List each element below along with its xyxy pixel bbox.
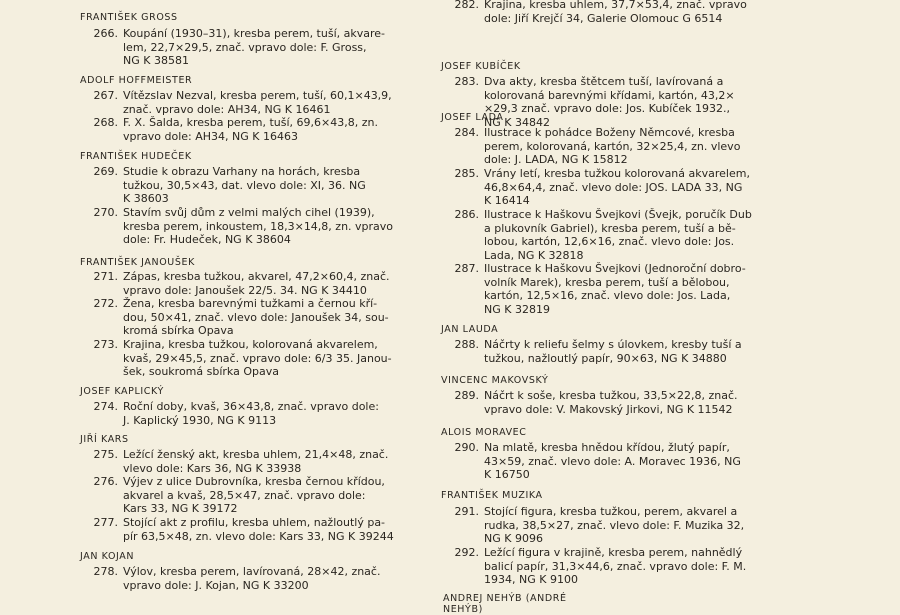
entry-line: 43×59, znač. vlevo dole: A. Moravec 1936, NG <box>484 454 741 468</box>
author-heading: FRANTIŠEK HUDEČEK <box>80 151 192 162</box>
entry-description <box>123 400 420 427</box>
entry-description <box>123 297 420 338</box>
entry-line: ×29,3 znač. vpravo dole: Jos. Kubíček 1932., <box>484 102 731 116</box>
entry-line: dou, 50×41, znač. vlevo dole: Janoušek 34, sou- <box>123 310 389 324</box>
entry-line: dole: J. LADA, NG K 15812 <box>484 153 628 167</box>
author-heading: FRANTIŠEK JANOUŠEK <box>80 257 195 268</box>
entry-line: Roční doby, kvaš, 36×43,8, znač. vpravo dole: <box>123 400 379 413</box>
entry-line: rudka, 38,5×27, znač. vlevo dole: F. Muzika 32, <box>484 518 745 532</box>
entry-line: Vítězslav Nezval, kresba perem, tuší, 60,1×43,9, <box>123 89 392 102</box>
entry-description <box>123 338 420 379</box>
entry-line: Výjev z ulice Dubrovníka, kresba černou křídou, <box>123 475 385 488</box>
entry-line: Stavím svůj dům z velmi malých cihel (1939), <box>123 206 375 219</box>
entry-line: Žena, kresba barevnými tužkami a černou kří- <box>123 297 378 310</box>
entry-line: Krajina, kresba tužkou, kolorovaná akvarelem, <box>123 338 378 351</box>
entry-line: kartón, 12,5×16, znač. vlevo dole: Jos. Lada, <box>484 289 731 303</box>
entry-line: Ilustrace k pohádce Boženy Němcové, kresba <box>484 126 735 139</box>
entry-line: Výlov, kresba perem, lavírovaná, 28×42, znač. <box>123 565 381 578</box>
entry-description <box>484 338 791 365</box>
entry-line: kresba perem, inkoustem, 18,3×14,8, zn. vpravo <box>123 219 394 233</box>
entry-number: 292. <box>454 546 479 559</box>
entry-number: 290. <box>454 441 479 454</box>
entry-line: NG K 9096 <box>484 532 543 546</box>
entry-number: 278. <box>93 565 118 578</box>
entry-line: Ležící ženský akt, kresba uhlem, 21,4×48, znač. <box>123 448 389 461</box>
entry-number: 284. <box>454 126 479 139</box>
entry-description <box>484 208 791 262</box>
entry-line: F. X. Šalda, kresba perem, tuší, 69,6×43,8, zn. <box>123 116 378 129</box>
bottom-fragment-right: ANDREJ NEHÝB (ANDRÉ NEHÝB) <box>443 593 567 615</box>
entry-description <box>123 565 420 592</box>
entry-description <box>484 546 791 587</box>
entry-line: akvarel a kvaš, 28,5×47, znač. vpravo dole: <box>123 488 366 502</box>
entry-number: 276. <box>93 475 118 488</box>
author-heading: JOSEF LADA <box>441 112 504 123</box>
entry-number: 274. <box>93 400 118 413</box>
entry-line: tužkou, 30,5×43, dat. vlevo dole: XI, 36. NG <box>123 178 366 192</box>
entry-line: Stojící figura, kresba tužkou, perem, akvarel a <box>484 505 738 518</box>
entry-line: K 16750 <box>484 468 530 482</box>
entry-line: znač. vpravo dole: AH34, NG K 16461 <box>123 102 331 116</box>
author-heading: ALOIS MORAVEC <box>441 427 527 438</box>
entry-line: šek, soukromá sbírka Opava <box>123 365 279 379</box>
entry-line: vpravo dole: Janoušek 22/5. 34. NG K 34410 <box>123 283 367 297</box>
entry-description <box>484 505 791 546</box>
entry-line: Krajina, kresba uhlem, 37,7×53,4, znač. vpravo <box>484 0 747 11</box>
entry-line: Stojící akt z profilu, kresba uhlem, nažloutlý pa- <box>123 516 386 529</box>
entry-number: 289. <box>454 389 479 402</box>
entry-line: pír 63,5×48, zn. vlevo dole: Kars 33, NG K 39244 <box>123 529 394 543</box>
entry-line: K 38603 <box>123 192 169 206</box>
entry-line: Náčrty k reliefu šelmy s úlovkem, kresby tuší a <box>484 338 742 351</box>
entry-line: kvaš, 29×45,5, znač. vpravo dole: 6/3 35. Janou- <box>123 351 392 365</box>
entry-number: 271. <box>93 270 118 283</box>
entry-line: a plukovník Gabriel), kresba perem, tuší a bě- <box>484 221 736 235</box>
entry-number: 287. <box>454 262 479 275</box>
author-heading: FRANTIŠEK GROSS <box>80 12 178 23</box>
entry-line: dole: Jiří Krejčí 34, Galerie Olomouc G 6514 <box>484 11 723 25</box>
entry-line: perem, kolorovaná, kartón, 32×25,4, zn. vlevo <box>484 139 741 153</box>
entry-line: Ilustrace k Haškovu Švejkovi (Švejk, poručík Dub <box>484 208 752 221</box>
entry-number: 267. <box>93 89 118 102</box>
entry-number: 272. <box>93 297 118 310</box>
entry-description <box>123 116 420 143</box>
author-heading: ADOLF HOFFMEISTER <box>80 75 193 86</box>
entry-line: kromá sbírka Opava <box>123 324 234 338</box>
entry-line: Studie k obrazu Varhany na horách, kresba <box>123 165 361 178</box>
entry-description <box>123 475 420 516</box>
entry-description <box>123 165 420 206</box>
entry-number: 277. <box>93 516 118 529</box>
entry-line: Na mlatě, kresba hnědou křídou, žlutý papír, <box>484 441 730 454</box>
entry-description <box>484 0 791 25</box>
entry-line: vpravo dole: V. Makovský Jirkovi, NG K 11542 <box>484 402 733 416</box>
entry-description <box>484 389 791 416</box>
entry-number: 269. <box>93 165 118 178</box>
entry-line: Koupání (1930–31), kresba perem, tuší, akvare- <box>123 27 386 40</box>
entry-description <box>123 206 420 247</box>
entry-line: 46,8×64,4, znač. vlevo dole: JOS. LADA 33, NG <box>484 180 743 194</box>
entry-line: lobou, kartón, 12,6×16, znač. vlevo dole: Jos. <box>484 235 735 249</box>
entry-line: Náčrt k soše, kresba tužkou, 33,5×22,8, znač. <box>484 389 738 402</box>
entry-line: Lada, NG K 32818 <box>484 248 584 262</box>
entry-description <box>123 27 420 68</box>
entry-number: 275. <box>93 448 118 461</box>
entry-line: K 16414 <box>484 194 530 208</box>
author-heading: FRANTIŠEK MUZIKA <box>441 490 543 501</box>
entry-line: lem, 22,7×29,5, znač. vpravo dole: F. Gross, <box>123 40 367 54</box>
entry-line: Ležící figura v krajině, kresba perem, nahnědlý <box>484 546 743 559</box>
entry-number: 266. <box>93 27 118 40</box>
entry-line: Ilustrace k Haškovu Švejkovi (Jednoroční dobro- <box>484 262 746 275</box>
entry-line: vpravo dole: J. Kojan, NG K 33200 <box>123 578 309 592</box>
entry-number: 268. <box>93 116 118 129</box>
author-heading: JAN KOJAN <box>80 551 135 562</box>
entry-description <box>484 75 791 129</box>
author-heading: JIŘÍ KARS <box>80 434 129 445</box>
author-heading: VINCENC MAKOVSKÝ <box>441 375 549 386</box>
entry-description <box>123 448 420 475</box>
entry-line: Zápas, kresba tužkou, akvarel, 47,2×60,4, znač. <box>123 270 390 283</box>
entry-line: 1934, NG K 9100 <box>484 573 578 587</box>
entry-line: NG K 32819 <box>484 302 550 316</box>
author-heading: JOSEF KAPLICKÝ <box>80 386 164 397</box>
author-heading: JAN LAUDA <box>441 324 499 335</box>
entry-line: Kars 33, NG K 39172 <box>123 502 238 516</box>
entry-number: 288. <box>454 338 479 351</box>
entry-description <box>123 516 420 543</box>
entry-line: vlevo dole: Kars 36, NG K 33938 <box>123 461 302 475</box>
entry-description <box>484 262 791 316</box>
top-fragment-left <box>118 0 178 2</box>
entry-number: 282. <box>454 0 479 11</box>
entry-description <box>123 89 420 116</box>
entry-description <box>123 270 420 297</box>
entry-description <box>484 167 791 208</box>
entry-line: balicí papír, 31,3×44,6, znač. vpravo dole: F. M. <box>484 559 747 573</box>
entry-description <box>484 441 791 482</box>
entry-number: 283. <box>454 75 479 88</box>
entry-line: J. Kaplický 1930, NG K 9113 <box>123 413 277 427</box>
entry-line: kolorovaná barevnými křídami, kartón, 43,2× <box>484 88 735 102</box>
entry-number: 273. <box>93 338 118 351</box>
entry-line: NG K 38581 <box>123 54 189 68</box>
entry-number: 285. <box>454 167 479 180</box>
author-heading: JOSEF KUBÍČEK <box>441 61 521 72</box>
entry-line: NG K 34842 <box>484 115 550 129</box>
entry-line: vpravo dole: AH34, NG K 16463 <box>123 129 298 143</box>
entry-line: Dva akty, kresba štětcem tuší, lavírovaná a <box>484 75 724 88</box>
entry-description <box>484 126 791 167</box>
entry-line: dole: Fr. Hudeček, NG K 38604 <box>123 233 291 247</box>
entry-number: 270. <box>93 206 118 219</box>
entry-line: Vrány letí, kresba tužkou kolorovaná akvarelem, <box>484 167 750 180</box>
entry-line: tužkou, nažloutlý papír, 90×63, NG K 34880 <box>484 351 727 365</box>
entry-number: 286. <box>454 208 479 221</box>
entry-number: 291. <box>454 505 479 518</box>
entry-line: volník Marek), kresba perem, tuší a bělobou, <box>484 275 730 289</box>
